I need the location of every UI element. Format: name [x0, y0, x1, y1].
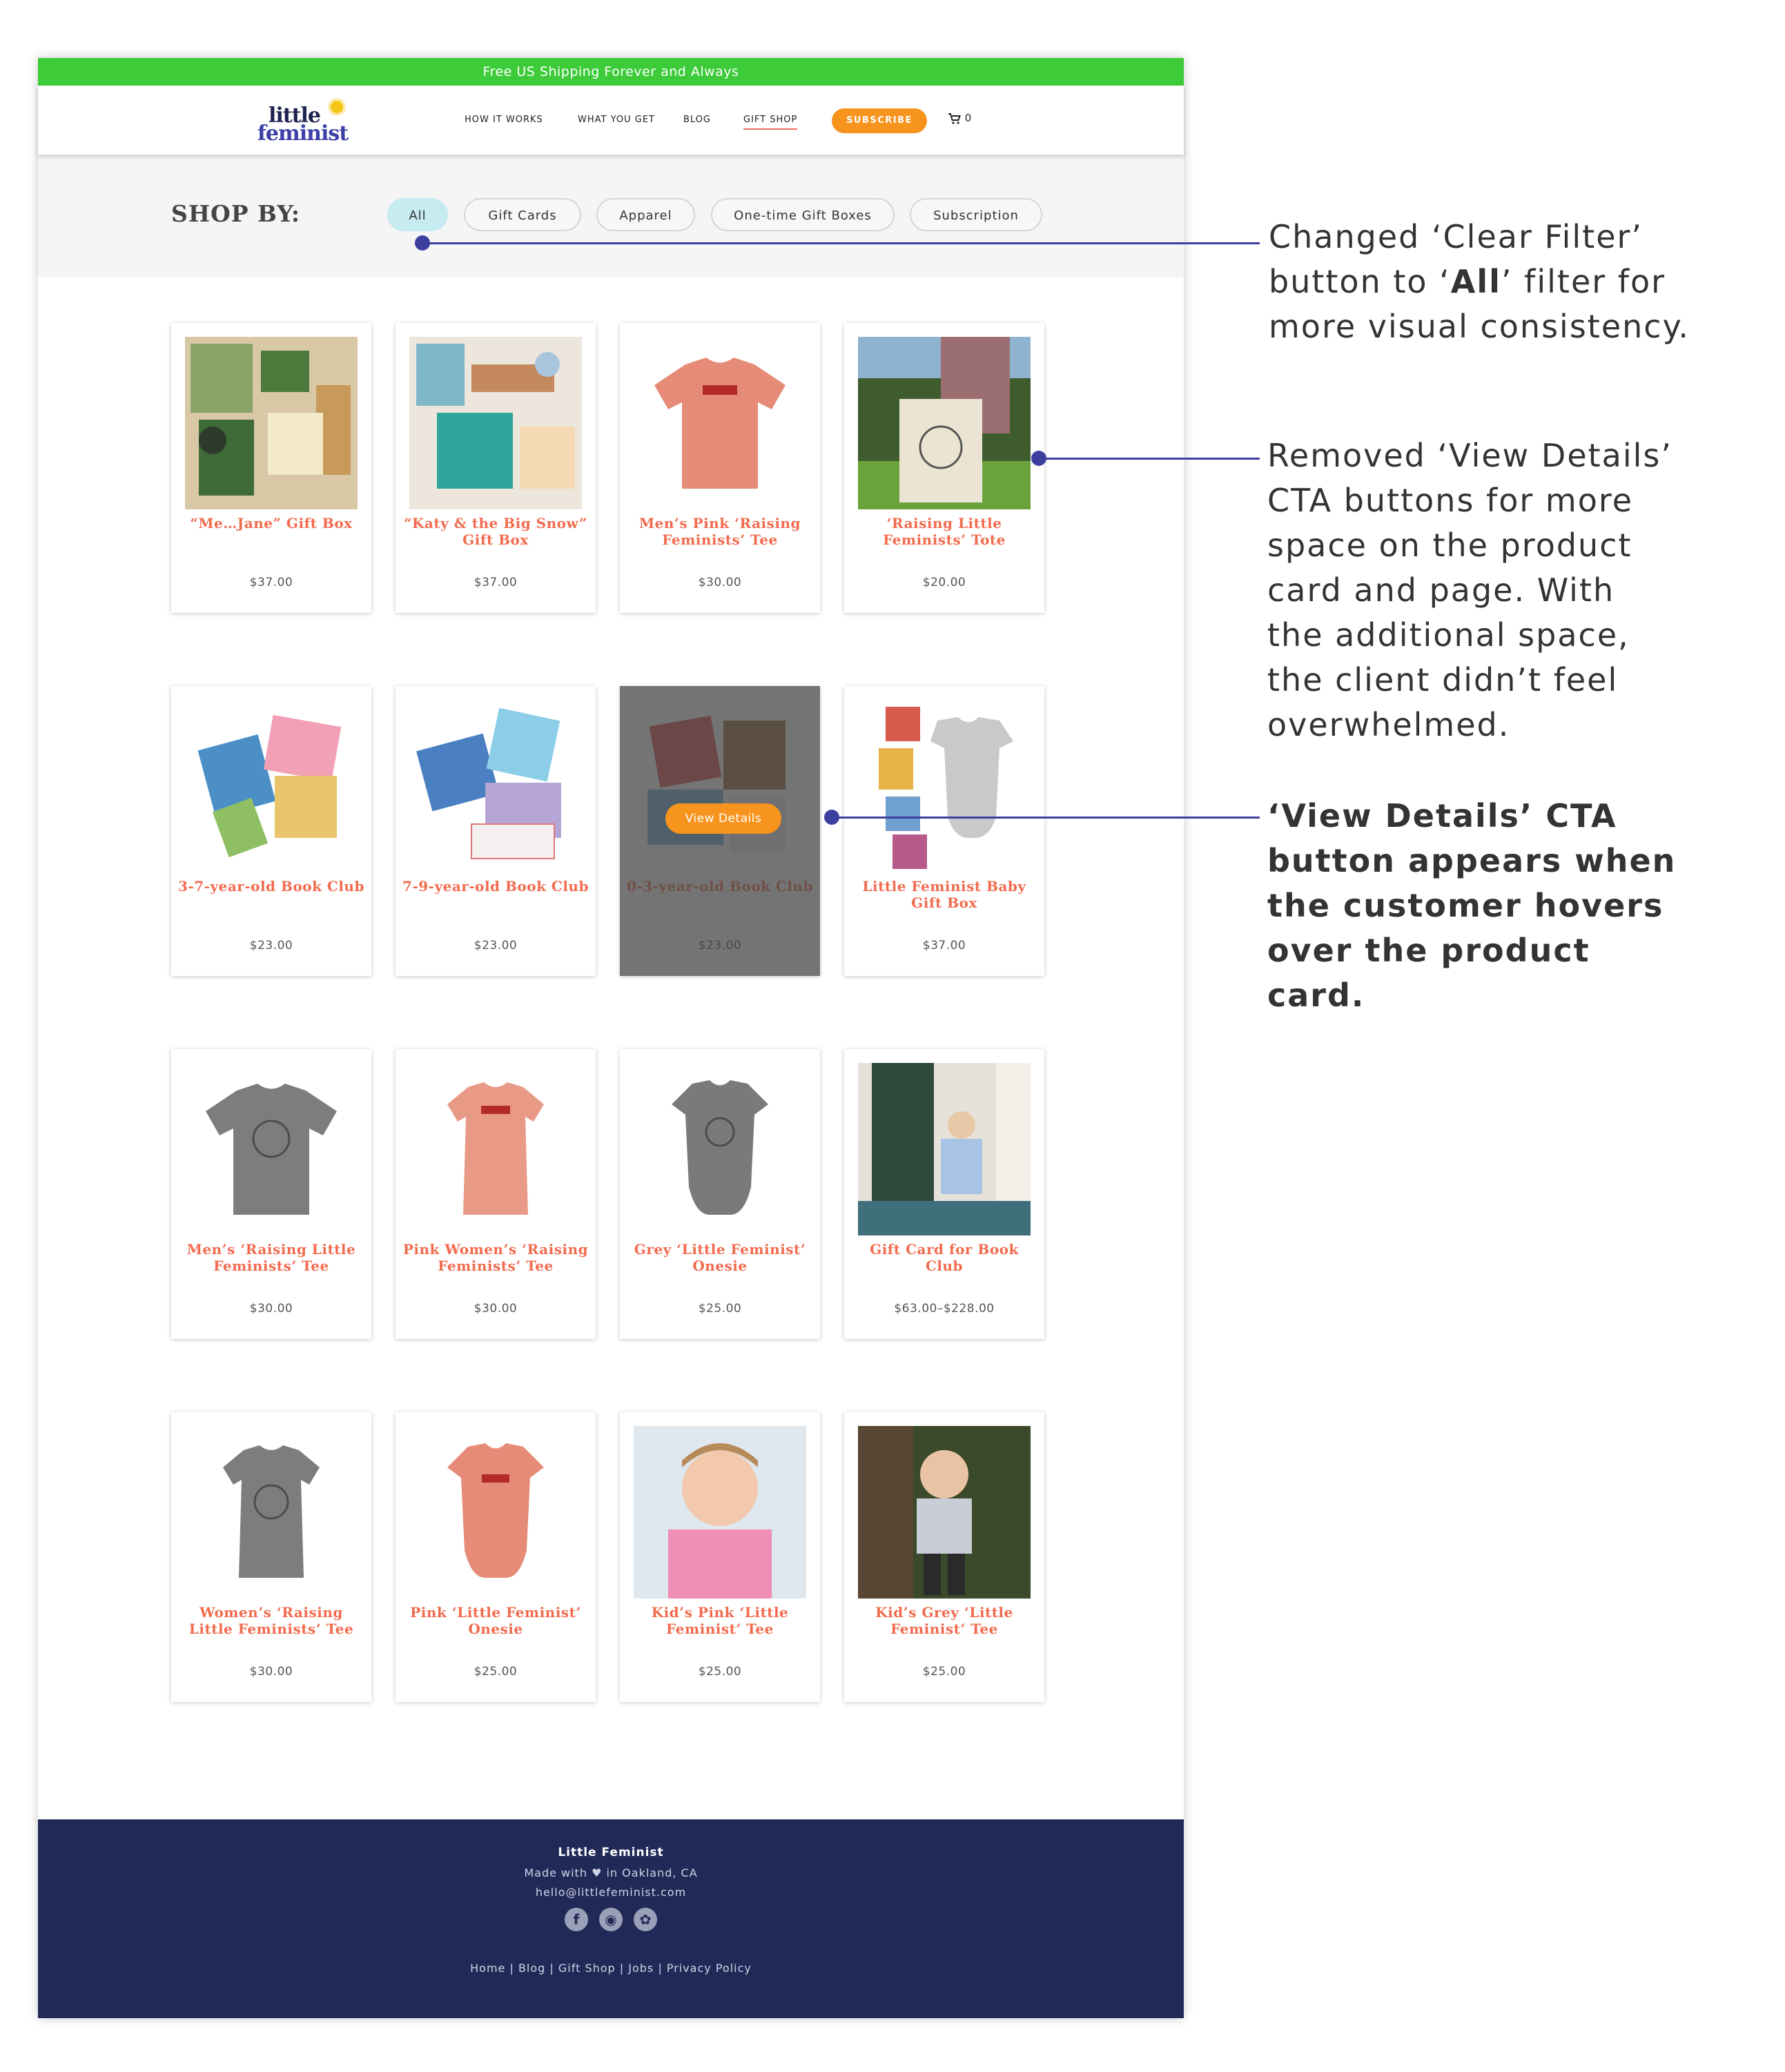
annotation-line-1 [422, 242, 1260, 244]
shop-by-heading: SHOP BY: [171, 200, 301, 227]
product-image [634, 1426, 806, 1599]
filter-gift-cards[interactable]: Gift Cards [464, 198, 581, 231]
annotation-hover-line: card. [1267, 977, 1365, 1014]
product-image [858, 337, 1031, 509]
product-card[interactable] [171, 1049, 371, 1339]
product-card[interactable] [396, 1412, 596, 1702]
product-price: $25.00 [698, 1302, 742, 1316]
shipping-banner: Free US Shipping Forever and Always [38, 58, 1184, 86]
cart-button[interactable] [948, 112, 971, 125]
product-image [185, 1063, 358, 1235]
product-price: $37.00 [474, 576, 518, 589]
annotation-filter-bold: All [1450, 263, 1501, 300]
product-title[interactable]: 3-7-year-old Book Club [178, 878, 364, 895]
annotation-hover-line: over the product [1267, 932, 1590, 969]
product-card[interactable] [844, 323, 1044, 613]
product-title[interactable]: Men’s Pink ‘Raising Feminists’ Tee [638, 515, 801, 548]
annotation-removed-line: card and page. With [1267, 571, 1615, 609]
annotation-removed-line: Removed ‘View Details’ [1267, 437, 1672, 474]
annotation-hover-line: the customer hovers [1267, 887, 1664, 924]
product-title[interactable]: Pink ‘Little Feminist’ Onesie [410, 1604, 581, 1637]
annotation-filter-line2 [1269, 260, 1690, 304]
product-price: $37.00 [249, 576, 293, 589]
filter-subscription[interactable]: Subscription [910, 198, 1042, 231]
instagram-icon[interactable]: ◉ [599, 1908, 623, 1931]
annotation-removed-line: CTA buttons for more [1267, 482, 1634, 519]
logo-line2: feminist [257, 121, 349, 146]
product-price: $30.00 [698, 576, 742, 589]
annotation-filter [1269, 215, 1690, 349]
product-card[interactable] [844, 1049, 1044, 1339]
footer-brand: Little Feminist [558, 1846, 664, 1859]
annotation-removed-line: the additional space, [1267, 616, 1630, 654]
nav-blog[interactable]: BLOG [683, 115, 712, 125]
product-card[interactable] [171, 686, 371, 976]
product-image [185, 700, 358, 872]
product-price: $20.00 [922, 576, 966, 589]
annotation-filter-pre: button to ‘ [1269, 263, 1451, 300]
product-card[interactable] [620, 1412, 820, 1702]
product-price: $25.00 [474, 1665, 518, 1679]
product-card[interactable] [396, 323, 596, 613]
logo-line1: little [269, 104, 320, 128]
annotation-hover-line: ‘View Details’ CTA [1267, 797, 1617, 834]
product-card[interactable] [171, 323, 371, 613]
product-price: $37.00 [922, 939, 966, 952]
product-card-hovered[interactable] [620, 686, 820, 976]
made-prefix: Made with [524, 1866, 587, 1879]
annotation-line-2 [1039, 458, 1260, 460]
site-footer [38, 1819, 1184, 2018]
product-price: $30.00 [249, 1302, 293, 1316]
site-header [38, 86, 1184, 155]
filter-one-time-gift-boxes[interactable]: One-time Gift Boxes [711, 198, 895, 231]
product-title[interactable]: Kid’s Pink ‘Little Feminist’ Tee [651, 1604, 789, 1637]
social-links [38, 1908, 1184, 1931]
product-image [409, 1426, 582, 1599]
footer-made-with [38, 1866, 1184, 1879]
product-image [634, 337, 806, 509]
filter-apparel[interactable]: Apparel [596, 198, 695, 231]
product-image [409, 1063, 582, 1235]
product-title[interactable]: Kid’s Grey ‘Little Feminist’ Tee [875, 1604, 1013, 1637]
product-title[interactable]: “Me…Jane” Gift Box [190, 515, 353, 531]
product-title[interactable]: Gift Card for Book Club [870, 1241, 1019, 1274]
product-price: $25.00 [698, 1665, 742, 1679]
twitter-icon[interactable]: ✿ [634, 1908, 657, 1931]
product-card[interactable] [844, 686, 1044, 976]
product-image [858, 1063, 1031, 1235]
product-image [409, 700, 582, 872]
filter-all[interactable]: All [387, 198, 448, 231]
annotation-filter-post: ’ filter for [1501, 263, 1666, 300]
product-image [409, 337, 582, 509]
nav-gift-shop[interactable]: GIFT SHOP [743, 115, 797, 130]
product-title[interactable]: “Katy & the Big Snow” Gift Box [404, 515, 587, 548]
heart-icon: ♥ [592, 1866, 603, 1879]
product-image [858, 700, 1031, 872]
product-image [185, 337, 358, 509]
product-title[interactable]: Men’s ‘Raising Little Feminists’ Tee [186, 1241, 356, 1274]
cart-count: 0 [964, 112, 972, 124]
filter-bar [38, 155, 1184, 277]
view-details-button[interactable]: View Details [665, 803, 781, 834]
nav-what-you-get[interactable]: WHAT YOU GET [578, 115, 655, 125]
product-card[interactable] [396, 1049, 596, 1339]
product-price: $23.00 [474, 939, 518, 952]
product-title[interactable]: 7-9-year-old Book Club [402, 878, 589, 895]
product-card[interactable] [844, 1412, 1044, 1702]
annotation-removed-cta [1267, 433, 1672, 747]
product-title[interactable]: Women’s ‘Raising Little Feminists’ Tee [188, 1604, 354, 1637]
footer-links[interactable]: Home | Blog | Gift Shop | Jobs | Privacy Policy [470, 1962, 752, 1975]
product-card[interactable] [396, 686, 596, 976]
product-price: $30.00 [249, 1665, 293, 1679]
product-image [634, 1063, 806, 1235]
product-title[interactable]: Grey ‘Little Feminist’ Onesie [634, 1241, 806, 1274]
annotation-filter-line1: Changed ‘Clear Filter’ [1269, 218, 1643, 255]
made-suffix: in Oakland, CA [606, 1866, 698, 1879]
annotation-line-3 [832, 817, 1260, 819]
website-page [38, 58, 1184, 2018]
annotation-removed-line: space on the product [1267, 527, 1632, 564]
product-price: $23.00 [249, 939, 293, 952]
product-price: $30.00 [474, 1302, 518, 1316]
annotation-filter-line3: more visual consistency. [1269, 308, 1690, 345]
product-card[interactable] [171, 1412, 371, 1702]
product-image [858, 1426, 1031, 1599]
product-price: $25.00 [922, 1665, 966, 1679]
footer-email[interactable]: hello@littlefeminist.com [535, 1886, 687, 1899]
product-title[interactable]: Little Feminist Baby Gift Box [862, 878, 1026, 911]
subscribe-button[interactable]: SUBSCRIBE [832, 108, 927, 133]
cart-icon [948, 113, 962, 125]
product-price: $63.00–$228.00 [894, 1302, 995, 1316]
annotation-hover-cta [1267, 794, 1676, 1018]
annotation-removed-line: overwhelmed. [1267, 706, 1510, 743]
nav-how-it-works[interactable]: HOW IT WORKS [465, 115, 543, 125]
main-nav [38, 86, 1184, 155]
annotation-hover-line: button appears when [1267, 842, 1677, 879]
facebook-icon[interactable]: f [565, 1908, 588, 1931]
product-card[interactable] [620, 1049, 820, 1339]
product-title[interactable]: ‘Raising Little Feminists’ Tote [883, 515, 1006, 548]
product-card[interactable] [620, 323, 820, 613]
annotation-removed-line: the client didn’t feel [1267, 661, 1619, 698]
product-title[interactable]: Pink Women’s ‘Raising Feminists’ Tee [402, 1241, 589, 1274]
product-image [185, 1426, 358, 1599]
